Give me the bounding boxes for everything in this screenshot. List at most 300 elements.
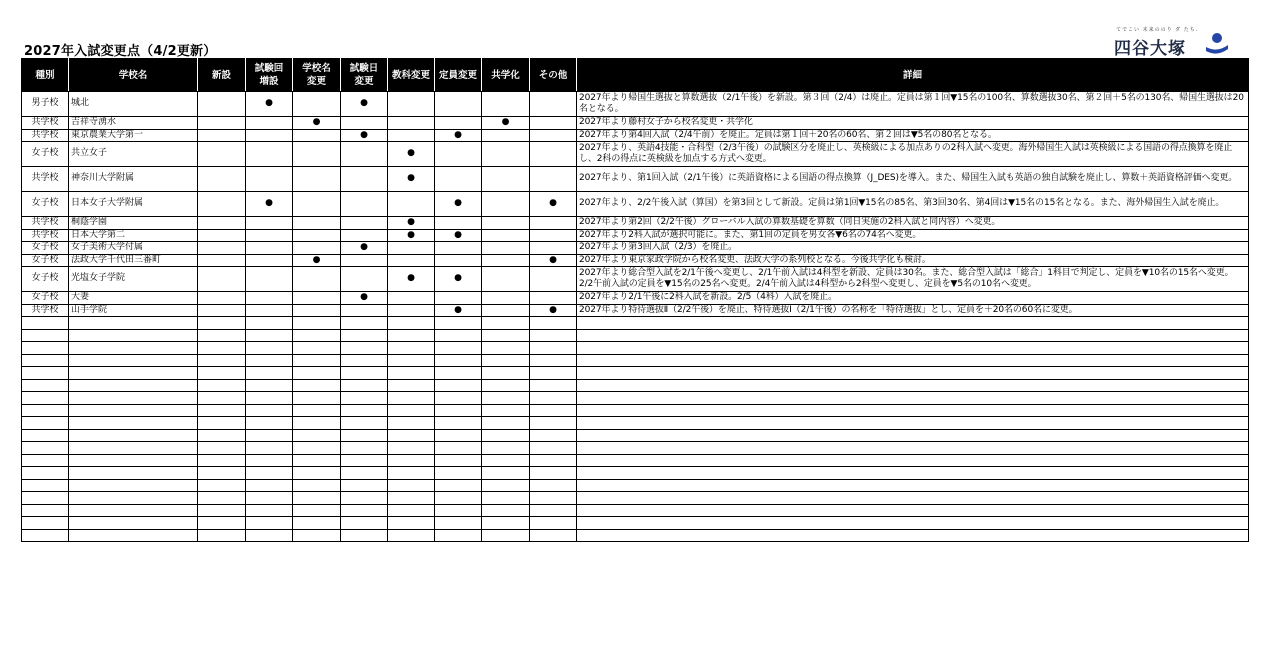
empty-cell (69, 417, 198, 430)
school-name-cell: 共立女子 (69, 142, 198, 167)
flag-cell (246, 267, 293, 292)
change-marker: ● (341, 92, 388, 117)
school-type-cell: 共学校 (22, 304, 69, 317)
empty-cell (246, 404, 293, 417)
flag-cell (388, 117, 435, 130)
change-marker: ● (293, 254, 341, 267)
column-header-other: その他 (530, 59, 577, 92)
empty-cell (577, 417, 1249, 430)
empty-cell (198, 504, 246, 517)
empty-cell (293, 492, 341, 505)
flag-cell (198, 242, 246, 255)
empty-cell (69, 367, 198, 380)
empty-cell (482, 342, 530, 355)
table-row (22, 167, 1249, 192)
table-row (22, 254, 1249, 267)
flag-cell (482, 267, 530, 292)
detail-cell: 2027年より第2回（2/2午後）グローバル入試の算数基礎を算数（同日実施の2科入試と同内容）へ変更。 (577, 217, 1249, 230)
empty-cell (435, 392, 482, 405)
detail-cell: 2027年より2科入試が選択可能に。また、第1回の定員を男女各▼6名の74名へ変更。 (577, 229, 1249, 242)
flag-cell (198, 142, 246, 167)
flag-cell (198, 192, 246, 217)
empty-cell (388, 467, 435, 480)
school-name-cell: 大妻 (69, 292, 198, 305)
empty-cell (69, 467, 198, 480)
empty-cell (482, 492, 530, 505)
flag-cell (293, 192, 341, 217)
detail-cell: 2027年より第4回入試（2/4午前）を廃止。定員は第１回＋20名の60名、第２回は▼5名の80名となる。 (577, 129, 1249, 142)
empty-cell (293, 517, 341, 530)
empty-cell (435, 317, 482, 330)
empty-cell (22, 479, 69, 492)
table-row (22, 142, 1249, 167)
empty-cell (246, 367, 293, 380)
empty-cell (246, 517, 293, 530)
table-row (22, 292, 1249, 305)
empty-cell (435, 504, 482, 517)
empty-cell (69, 354, 198, 367)
empty-row (22, 454, 1249, 467)
empty-cell (435, 454, 482, 467)
flag-cell (198, 167, 246, 192)
empty-cell (246, 417, 293, 430)
empty-cell (198, 517, 246, 530)
empty-cell (198, 367, 246, 380)
flag-cell (388, 192, 435, 217)
table-row (22, 242, 1249, 255)
empty-cell (577, 504, 1249, 517)
empty-cell (388, 392, 435, 405)
flag-cell (198, 292, 246, 305)
empty-cell (435, 367, 482, 380)
flag-cell (482, 229, 530, 242)
school-type-cell: 共学校 (22, 229, 69, 242)
empty-cell (530, 367, 577, 380)
flag-cell (388, 292, 435, 305)
table-row (22, 217, 1249, 230)
empty-cell (482, 529, 530, 542)
empty-cell (22, 354, 69, 367)
change-marker: ● (388, 229, 435, 242)
empty-cell (388, 529, 435, 542)
empty-cell (435, 342, 482, 355)
empty-cell (246, 442, 293, 455)
empty-cell (22, 454, 69, 467)
flag-cell (293, 229, 341, 242)
empty-cell (388, 454, 435, 467)
empty-row (22, 317, 1249, 330)
school-type-cell: 女子校 (22, 292, 69, 305)
empty-cell (577, 317, 1249, 330)
empty-cell (198, 479, 246, 492)
empty-cell (246, 317, 293, 330)
school-type-cell: 共学校 (22, 129, 69, 142)
empty-cell (69, 492, 198, 505)
empty-cell (341, 529, 388, 542)
column-header-added-session: 試験回 増設 (246, 59, 293, 92)
detail-cell: 2027年より帰国生選抜と算数選抜（2/1午後）を新設。第３回（2/4）は廃止。定員は第１回▼15名の100名、算数選抜30名、第２回＋5名の130名、帰国生選抜は20名となる。 (577, 92, 1249, 117)
table-row (22, 92, 1249, 117)
empty-row (22, 467, 1249, 480)
empty-cell (246, 392, 293, 405)
school-type-cell: 女子校 (22, 192, 69, 217)
empty-cell (341, 517, 388, 530)
empty-cell (22, 367, 69, 380)
empty-cell (246, 329, 293, 342)
empty-cell (482, 329, 530, 342)
empty-cell (69, 342, 198, 355)
flag-cell (246, 117, 293, 130)
empty-cell (22, 467, 69, 480)
change-marker: ● (530, 304, 577, 317)
table-row (22, 304, 1249, 317)
flag-cell (198, 117, 246, 130)
flag-cell (246, 242, 293, 255)
empty-cell (293, 317, 341, 330)
flag-cell (435, 142, 482, 167)
flag-cell (530, 129, 577, 142)
empty-cell (435, 492, 482, 505)
empty-cell (577, 467, 1249, 480)
empty-cell (435, 417, 482, 430)
empty-cell (69, 504, 198, 517)
empty-cell (198, 404, 246, 417)
flag-cell (388, 254, 435, 267)
change-marker: ● (388, 217, 435, 230)
flag-cell (388, 242, 435, 255)
empty-cell (388, 317, 435, 330)
empty-cell (577, 392, 1249, 405)
school-name-cell: 神奈川大学附属 (69, 167, 198, 192)
flag-cell (482, 92, 530, 117)
empty-cell (482, 404, 530, 417)
empty-cell (577, 529, 1249, 542)
empty-cell (341, 342, 388, 355)
detail-cell: 2027年より藤村女子から校名変更・共学化 (577, 117, 1249, 130)
column-header-subject-change: 教科変更 (388, 59, 435, 92)
school-type-cell: 女子校 (22, 142, 69, 167)
empty-cell (22, 329, 69, 342)
empty-cell (22, 404, 69, 417)
column-header-date-change: 試験日 変更 (341, 59, 388, 92)
empty-cell (293, 342, 341, 355)
flag-cell (293, 167, 341, 192)
flag-cell (246, 229, 293, 242)
empty-cell (388, 492, 435, 505)
flag-cell (530, 217, 577, 230)
empty-cell (246, 454, 293, 467)
flag-cell (293, 242, 341, 255)
school-name-cell: 山手学院 (69, 304, 198, 317)
empty-cell (435, 329, 482, 342)
empty-row (22, 479, 1249, 492)
empty-cell (435, 442, 482, 455)
empty-cell (530, 404, 577, 417)
empty-cell (198, 467, 246, 480)
change-marker: ● (530, 254, 577, 267)
empty-cell (341, 492, 388, 505)
table-row (22, 129, 1249, 142)
flag-cell (341, 304, 388, 317)
change-marker: ● (435, 304, 482, 317)
empty-row (22, 492, 1249, 505)
change-marker: ● (388, 167, 435, 192)
empty-cell (482, 317, 530, 330)
empty-cell (577, 492, 1249, 505)
school-name-cell: 城北 (69, 92, 198, 117)
table-row (22, 117, 1249, 130)
empty-cell (341, 329, 388, 342)
flag-cell (198, 217, 246, 230)
empty-cell (577, 429, 1249, 442)
change-marker: ● (341, 129, 388, 142)
page-title: 2027年入試変更点（4/2更新） (24, 44, 217, 59)
empty-cell (388, 367, 435, 380)
detail-cell: 2027年より東京家政学院から校名変更、法政大学の系列校となる。今後共学化も検討。 (577, 254, 1249, 267)
empty-cell (22, 317, 69, 330)
empty-cell (435, 479, 482, 492)
empty-row (22, 367, 1249, 380)
column-header-capacity-change: 定員変更 (435, 59, 482, 92)
table-row (22, 229, 1249, 242)
empty-cell (198, 329, 246, 342)
logo-mark-icon (1204, 31, 1230, 55)
empty-cell (577, 404, 1249, 417)
flag-cell (530, 229, 577, 242)
empty-cell (293, 354, 341, 367)
empty-cell (530, 442, 577, 455)
detail-cell: 2027年より、英語4技能・合科型（2/3午後）の試験区分を廃止し、英検級による加点ありの2科入試へ変更。海外帰国生入試は英検級による国語の得点換算を廃止し、2科の得点に英検級を加点する方式へ変更。 (577, 142, 1249, 167)
flag-cell (482, 217, 530, 230)
school-type-cell: 男子校 (22, 92, 69, 117)
empty-cell (293, 379, 341, 392)
empty-cell (341, 479, 388, 492)
school-type-cell: 共学校 (22, 167, 69, 192)
empty-cell (388, 479, 435, 492)
flag-cell (530, 242, 577, 255)
change-marker: ● (293, 117, 341, 130)
flag-cell (530, 92, 577, 117)
empty-cell (293, 417, 341, 430)
empty-cell (246, 492, 293, 505)
empty-cell (388, 329, 435, 342)
flag-cell (246, 304, 293, 317)
empty-cell (246, 429, 293, 442)
flag-cell (482, 304, 530, 317)
empty-cell (246, 379, 293, 392)
empty-cell (198, 417, 246, 430)
school-type-cell: 女子校 (22, 242, 69, 255)
empty-cell (482, 442, 530, 455)
empty-cell (341, 317, 388, 330)
empty-row (22, 442, 1249, 455)
empty-cell (246, 467, 293, 480)
empty-cell (577, 442, 1249, 455)
flag-cell (341, 229, 388, 242)
flag-cell (482, 142, 530, 167)
empty-cell (530, 429, 577, 442)
empty-cell (530, 354, 577, 367)
table-row (22, 192, 1249, 217)
empty-cell (69, 517, 198, 530)
flag-cell (198, 304, 246, 317)
flag-cell (246, 142, 293, 167)
empty-cell (388, 417, 435, 430)
detail-cell: 2027年より、第1回入試（2/1午後）に英語資格による国語の得点換算（J_DES)を導入。また、帰国生入試も英語の独自試験を廃止し、算数＋英語資格評価へ変更。 (577, 167, 1249, 192)
empty-cell (69, 429, 198, 442)
empty-cell (293, 404, 341, 417)
flag-cell (293, 217, 341, 230)
empty-cell (482, 454, 530, 467)
empty-cell (577, 329, 1249, 342)
flag-cell (435, 242, 482, 255)
change-marker: ● (435, 229, 482, 242)
empty-cell (198, 379, 246, 392)
empty-cell (22, 417, 69, 430)
empty-cell (198, 317, 246, 330)
empty-cell (435, 529, 482, 542)
school-name-cell: 東京農業大学第一 (69, 129, 198, 142)
empty-cell (246, 504, 293, 517)
empty-cell (341, 367, 388, 380)
empty-cell (530, 479, 577, 492)
empty-row (22, 429, 1249, 442)
flag-cell (482, 242, 530, 255)
empty-cell (341, 454, 388, 467)
empty-cell (482, 467, 530, 480)
flag-cell (482, 254, 530, 267)
flag-cell (530, 292, 577, 305)
flag-cell (246, 254, 293, 267)
empty-cell (388, 504, 435, 517)
empty-cell (22, 504, 69, 517)
flag-cell (435, 292, 482, 305)
empty-row (22, 504, 1249, 517)
school-name-cell: 女子美術大学付属 (69, 242, 198, 255)
empty-cell (577, 367, 1249, 380)
empty-cell (530, 504, 577, 517)
empty-cell (435, 404, 482, 417)
change-marker: ● (246, 192, 293, 217)
flag-cell (293, 129, 341, 142)
empty-cell (530, 467, 577, 480)
empty-cell (22, 342, 69, 355)
logo-name: 四谷大塚 (1114, 39, 1186, 59)
change-marker: ● (435, 192, 482, 217)
flag-cell (293, 292, 341, 305)
flag-cell (482, 192, 530, 217)
change-marker: ● (388, 142, 435, 167)
empty-cell (198, 454, 246, 467)
empty-cell (530, 517, 577, 530)
table-header-row (22, 59, 1249, 92)
empty-cell (246, 479, 293, 492)
detail-cell: 2027年より第3回入試（2/3）を廃止。 (577, 242, 1249, 255)
empty-cell (198, 429, 246, 442)
flag-cell (435, 254, 482, 267)
flag-cell (530, 267, 577, 292)
empty-cell (69, 442, 198, 455)
school-name-cell: 光塩女子学院 (69, 267, 198, 292)
flag-cell (341, 167, 388, 192)
flag-cell (482, 129, 530, 142)
column-header-name-change: 学校名 変更 (293, 59, 341, 92)
empty-cell (530, 417, 577, 430)
empty-cell (293, 467, 341, 480)
empty-cell (482, 354, 530, 367)
school-name-cell: 日本大学第二 (69, 229, 198, 242)
empty-cell (293, 454, 341, 467)
flag-cell (293, 267, 341, 292)
school-type-cell: 女子校 (22, 254, 69, 267)
empty-cell (482, 417, 530, 430)
empty-row (22, 379, 1249, 392)
empty-cell (22, 492, 69, 505)
empty-cell (482, 429, 530, 442)
empty-cell (69, 404, 198, 417)
change-marker: ● (388, 267, 435, 292)
empty-cell (341, 354, 388, 367)
empty-cell (22, 392, 69, 405)
school-type-cell: 共学校 (22, 217, 69, 230)
detail-cell: 2027年より総合型入試を2/1午後へ変更し、2/1午前入試は4科型を新設、定員は30名。また、総合型入試は「総合」1科目で判定し、定員を▼10名の15名へ変更。2/2午前入試の定員を▼15名の25名へ変更。2/4午前入試は4科型から2科型へ変更し、定員を▼5名の10名へ変更。 (577, 267, 1249, 292)
column-header-new: 新設 (198, 59, 246, 92)
empty-cell (388, 379, 435, 392)
flag-cell (198, 229, 246, 242)
entrance-exam-changes-table (21, 58, 1249, 542)
empty-row (22, 342, 1249, 355)
empty-cell (198, 442, 246, 455)
empty-cell (482, 479, 530, 492)
yotsuya-otsuka-logo (1112, 26, 1230, 59)
empty-cell (388, 517, 435, 530)
flag-cell (388, 92, 435, 117)
flag-cell (198, 254, 246, 267)
flag-cell (435, 92, 482, 117)
empty-cell (577, 379, 1249, 392)
detail-cell: 2027年より2/1午後に2科入試を新設。2/5（4科）入試を廃止。 (577, 292, 1249, 305)
empty-cell (530, 492, 577, 505)
detail-cell: 2027年より特待選抜Ⅱ（2/2午後）を廃止、特待選抜Ⅰ（2/1午後）の名称を「特待選抜」とし、定員を＋20名の60名に変更。 (577, 304, 1249, 317)
column-header-school-name: 学校名 (69, 59, 198, 92)
empty-cell (293, 392, 341, 405)
flag-cell (246, 167, 293, 192)
empty-cell (388, 354, 435, 367)
empty-cell (293, 504, 341, 517)
empty-cell (341, 392, 388, 405)
flag-cell (530, 142, 577, 167)
empty-cell (530, 329, 577, 342)
empty-cell (341, 417, 388, 430)
column-header-type: 種別 (22, 59, 69, 92)
change-marker: ● (341, 292, 388, 305)
empty-cell (577, 354, 1249, 367)
empty-cell (69, 529, 198, 542)
empty-cell (530, 342, 577, 355)
table-row (22, 267, 1249, 292)
empty-cell (482, 379, 530, 392)
flag-cell (341, 267, 388, 292)
empty-cell (482, 517, 530, 530)
flag-cell (341, 217, 388, 230)
empty-cell (246, 342, 293, 355)
empty-row (22, 517, 1249, 530)
flag-cell (435, 167, 482, 192)
empty-cell (198, 529, 246, 542)
flag-cell (293, 304, 341, 317)
empty-cell (69, 392, 198, 405)
empty-cell (69, 379, 198, 392)
